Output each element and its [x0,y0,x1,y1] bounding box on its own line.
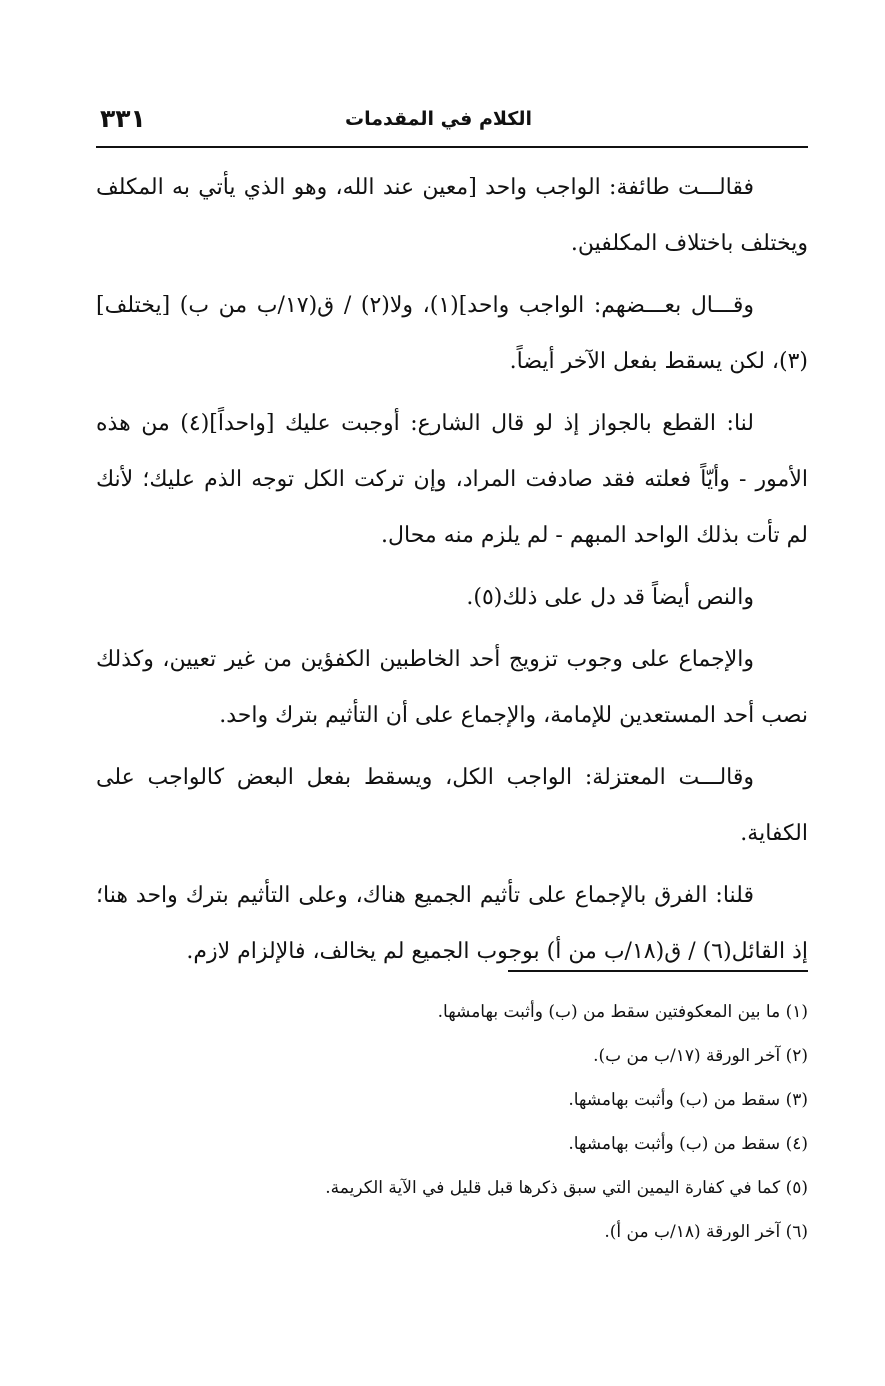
footnote: (٥) كما في كفارة اليمين التي سبق ذكرها قبل قليل في الآية الكريمة. [325,1178,808,1198]
footnote: (٦) آخر الورقة (١٨/ب من أ). [604,1222,808,1242]
page-number: ٣٣١ [100,104,146,133]
paragraph: والإجماع على وجوب تزويج أحد الخاطبين الكفؤين من غير تعيين، وكذلك نصب أحد المستعدين للإمامة، والإجماع على أن التأثيم بترك واحد. [96,647,808,728]
footnote: (١) ما بين المعكوفتين سقط من (ب) وأثبت بهامشها. [437,1002,808,1022]
header-rule [96,146,808,148]
footnote: (٤) سقط من (ب) وأثبت بهامشها. [568,1134,808,1154]
paragraph: لنا: القطع بالجواز إذ لو قال الشارع: أوجبت عليك [واحداً](٤) من هذه الأمور - وأيّاً فعلته فقد صادفت المراد، وإن تركت الكل توجه الذم عليك؛ لأنك لم تأت بذلك الواحد المبهم - لم يلزم منه محال. [96,411,808,548]
paragraph: قلنا: الفرق بالإجماع على تأثيم الجميع هناك، وعلى التأثيم بترك واحد هنا؛ إذ القائل(٦) / ق(١٨/ب من أ) بوجوب الجميع لم يخالف، فالإلزام لازم. [96,883,808,964]
body-text [96,160,808,980]
paragraph: وقالـــت المعتزلة: الواجب الكل، ويسقط بفعل البعض كالواجب على الكفاية. [96,765,808,846]
running-title: الكلام في المقدمات [345,108,532,130]
paragraph: والنص أيضاً قد دل على ذلك(٥). [466,585,754,610]
footnote-separator [508,970,808,972]
paragraph: فقالـــت طائفة: الواجب واحد [معين عند الله، وهو الذي يأتي به المكلف ويختلف باختلاف المكلفين. [96,175,808,256]
footnote: (٣) سقط من (ب) وأثبت بهامشها. [568,1090,808,1110]
paragraph: وقـــال بعـــضهم: الواجب واحد](١)، ولا(٢) / ق(١٧/ب من ب) [يختلف](٣)، لكن يسقط بفعل الآخر أيضاً. [96,293,808,374]
footnotes [96,990,808,1254]
footnote: (٢) آخر الورقة (١٧/ب من ب). [593,1046,808,1066]
page-header [96,104,808,138]
